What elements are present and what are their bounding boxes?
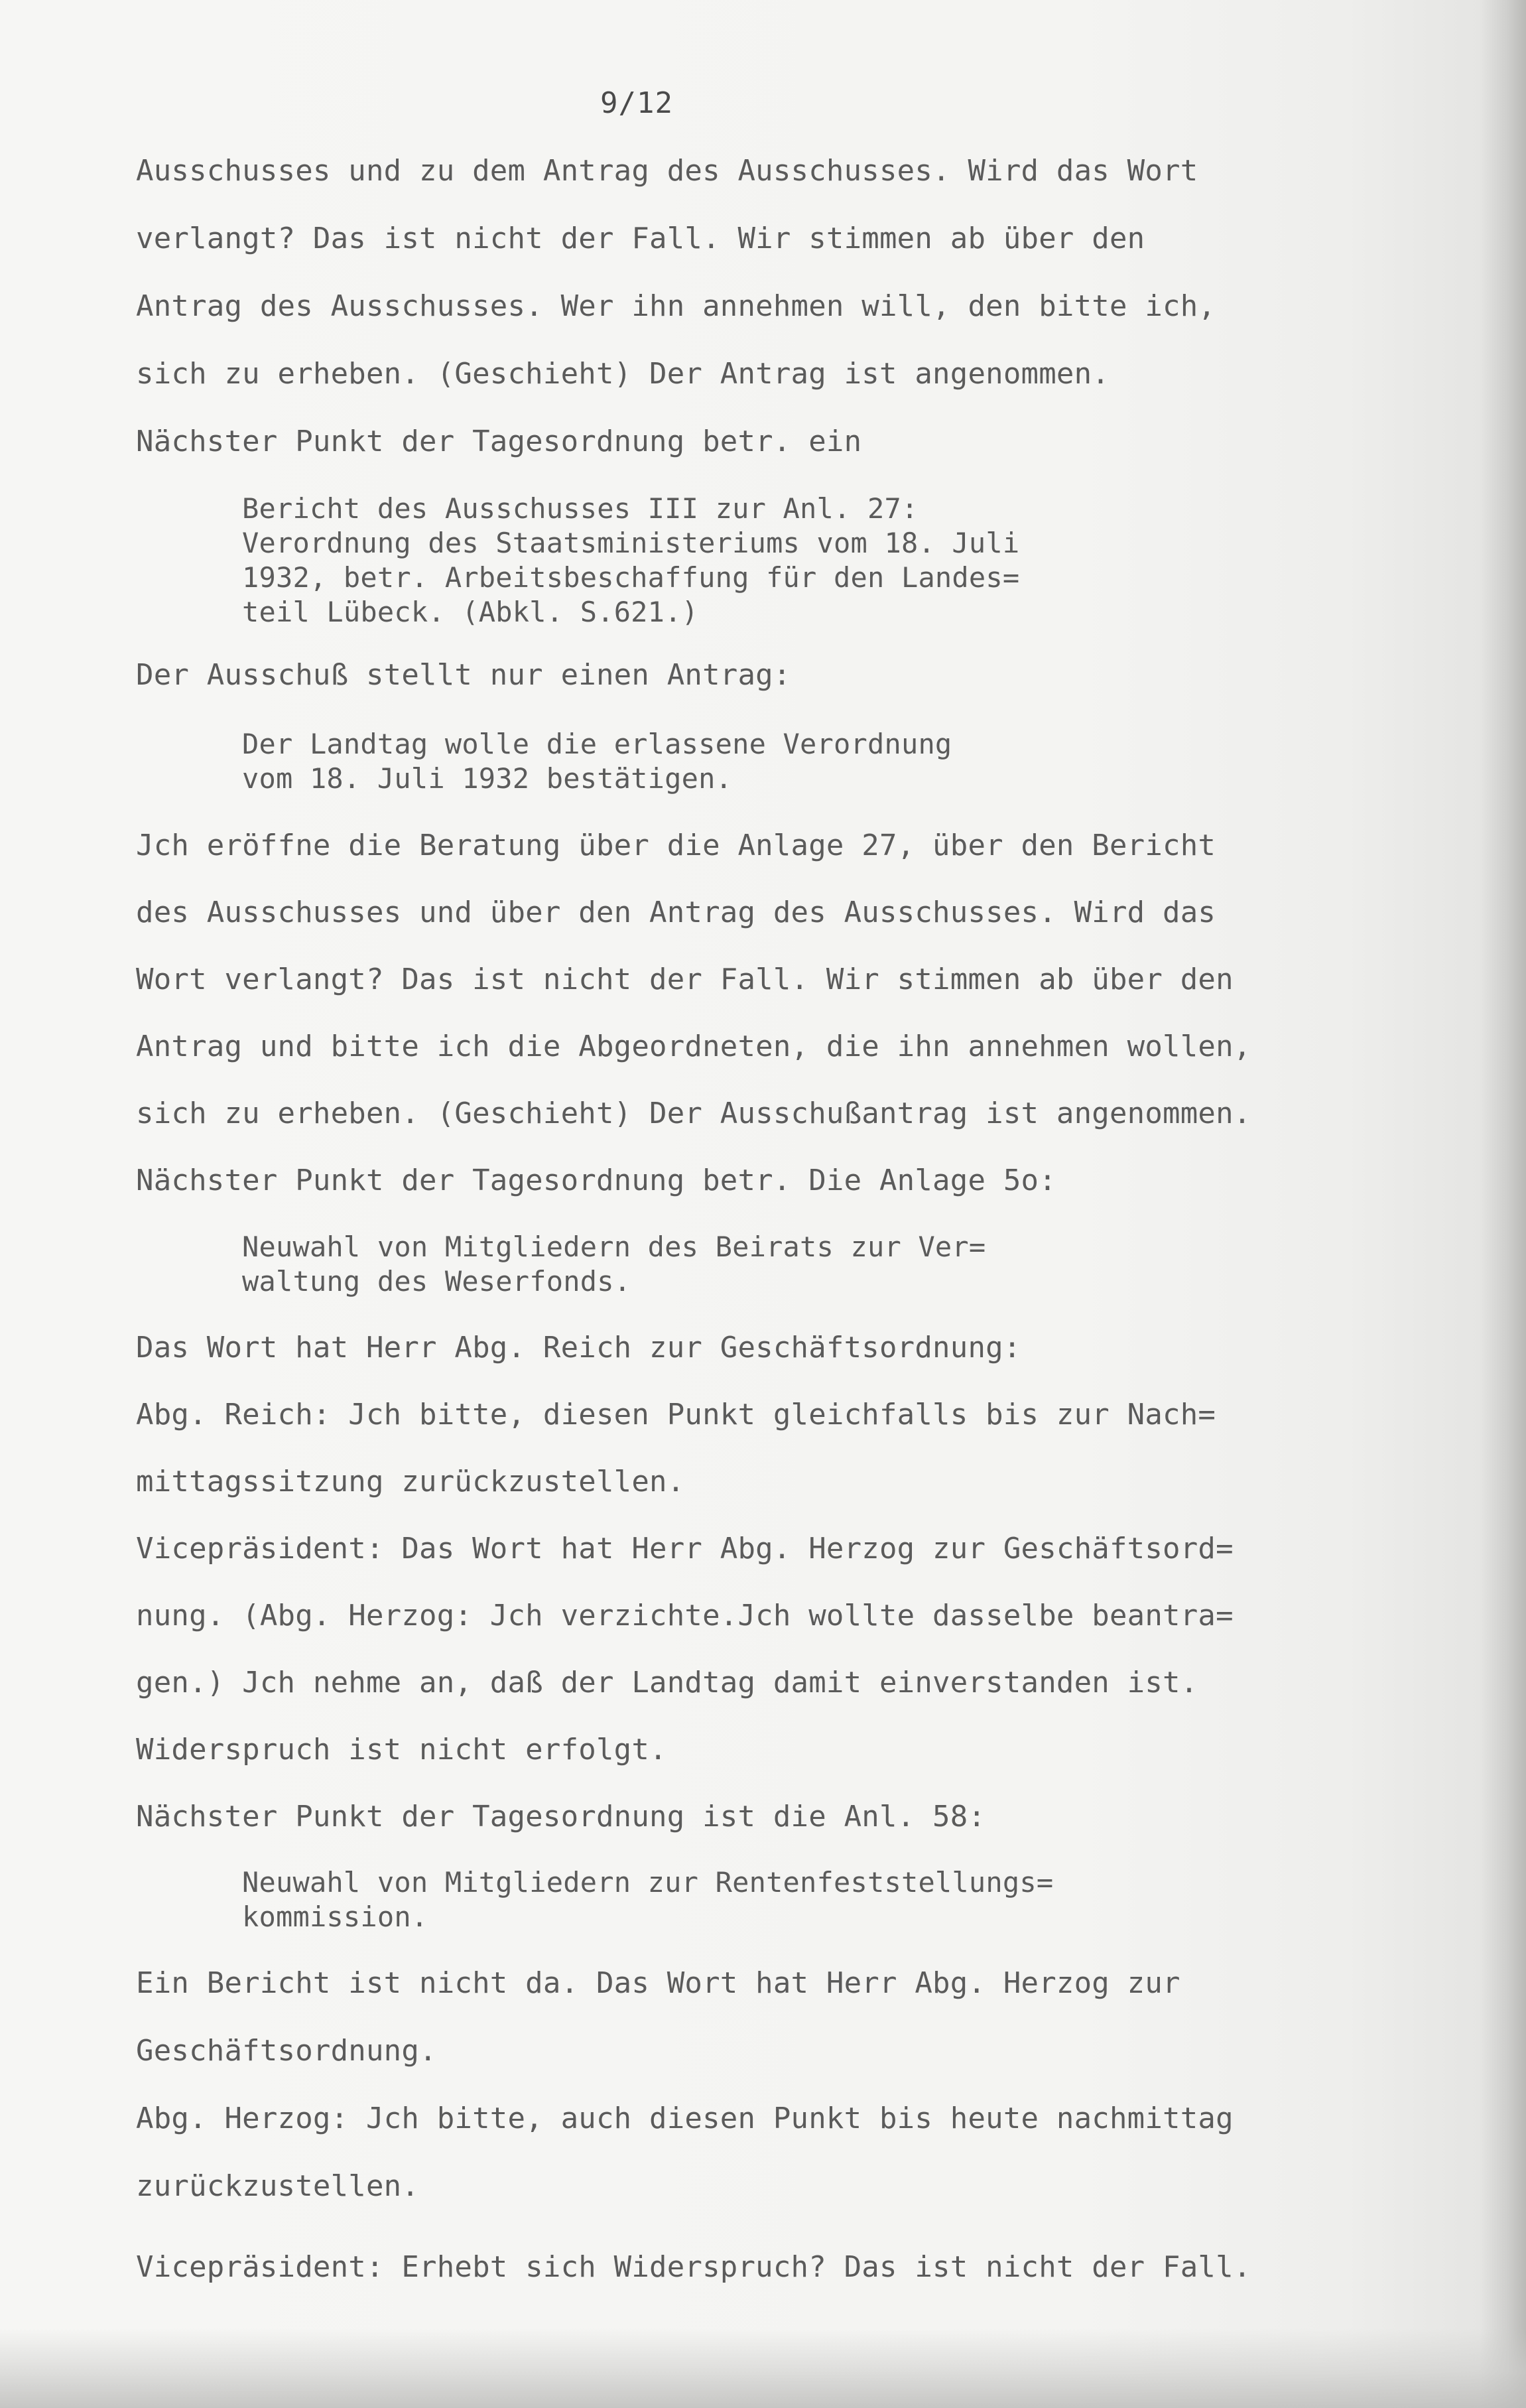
text-line: Jch eröffne die Beratung über die Anlage 27, über den Bericht bbox=[136, 829, 1216, 862]
agenda-item-line: kommission. bbox=[242, 1901, 428, 1933]
text-line: Ausschusses und zu dem Antrag des Ausschusses. Wird das Wort bbox=[136, 154, 1198, 188]
text-line: Das Wort hat Herr Abg. Reich zur Geschäftsordnung: bbox=[136, 1331, 1021, 1365]
text-line: Antrag und bitte ich die Abgeordneten, die ihn annehmen wollen, bbox=[136, 1030, 1251, 1063]
motion-line: vom 18. Juli 1932 bestätigen. bbox=[242, 762, 733, 795]
text-line: Der Ausschuß stellt nur einen Antrag: bbox=[136, 658, 791, 692]
text-line: Abg. Herzog: Jch bitte, auch diesen Punkt bis heute nachmittag bbox=[136, 2102, 1234, 2135]
text-line: nung. (Abg. Herzog: Jch verzichte.Jch wollte dasselbe beantra= bbox=[136, 1599, 1234, 1633]
text-line: Nächster Punkt der Tagesordnung ist die Anl. 58: bbox=[136, 1800, 986, 1834]
text-line: gen.) Jch nehme an, daß der Landtag damit einverstanden ist. bbox=[136, 1666, 1198, 1700]
text-line: Nächster Punkt der Tagesordnung betr. Die Anlage 5o: bbox=[136, 1164, 1056, 1197]
text-line: Geschäftsordnung. bbox=[136, 2034, 437, 2068]
agenda-item-line: waltung des Weserfonds. bbox=[242, 1265, 631, 1298]
text-line: mittagssitzung zurückzustellen. bbox=[136, 1465, 685, 1499]
text-line: Vicepräsident: Das Wort hat Herr Abg. Herzog zur Geschäftsord= bbox=[136, 1532, 1234, 1566]
text-line: Wort verlangt? Das ist nicht der Fall. Wir stimmen ab über den bbox=[136, 963, 1234, 996]
text-line: Widerspruch ist nicht erfolgt. bbox=[136, 1733, 667, 1767]
agenda-item-line: 1932, betr. Arbeitsbeschaffung für den Landes= bbox=[242, 561, 1020, 594]
page-edge-shadow bbox=[1480, 0, 1526, 2408]
agenda-item-line: Bericht des Ausschusses III zur Anl. 27: bbox=[242, 492, 919, 525]
text-line: zurückzustellen. bbox=[136, 2169, 420, 2203]
motion-line: Der Landtag wolle die erlassene Verordnung bbox=[242, 728, 952, 760]
agenda-item-line: Neuwahl von Mitgliedern zur Rentenfeststellungs= bbox=[242, 1866, 1054, 1899]
text-line: sich zu erheben. (Geschieht) Der Ausschußantrag ist angenommen. bbox=[136, 1097, 1251, 1130]
text-line: Ein Bericht ist nicht da. Das Wort hat Herr Abg. Herzog zur bbox=[136, 1966, 1180, 2000]
text-line: Vicepräsident: Erhebt sich Widerspruch? Das ist nicht der Fall. bbox=[136, 2250, 1251, 2284]
agenda-item-line: Neuwahl von Mitgliedern des Beirats zur Ver= bbox=[242, 1231, 986, 1263]
text-line: verlangt? Das ist nicht der Fall. Wir stimmen ab über den bbox=[136, 222, 1145, 255]
text-line: sich zu erheben. (Geschieht) Der Antrag ist angenommen. bbox=[136, 357, 1110, 391]
text-line: des Ausschusses und über den Antrag des Ausschusses. Wird das bbox=[136, 896, 1216, 929]
text-line: Abg. Reich: Jch bitte, diesen Punkt gleichfalls bis zur Nach= bbox=[136, 1398, 1216, 1432]
page-number: 9/12 bbox=[600, 86, 673, 120]
text-line: Nächster Punkt der Tagesordnung betr. ein bbox=[136, 425, 862, 458]
page-bottom-shadow bbox=[0, 2328, 1526, 2408]
agenda-item-line: Verordnung des Staatsministeriums vom 18. Juli bbox=[242, 527, 1020, 559]
agenda-item-line: teil Lübeck. (Abkl. S.621.) bbox=[242, 596, 699, 628]
text-line: Antrag des Ausschusses. Wer ihn annehmen will, den bitte ich, bbox=[136, 289, 1216, 323]
